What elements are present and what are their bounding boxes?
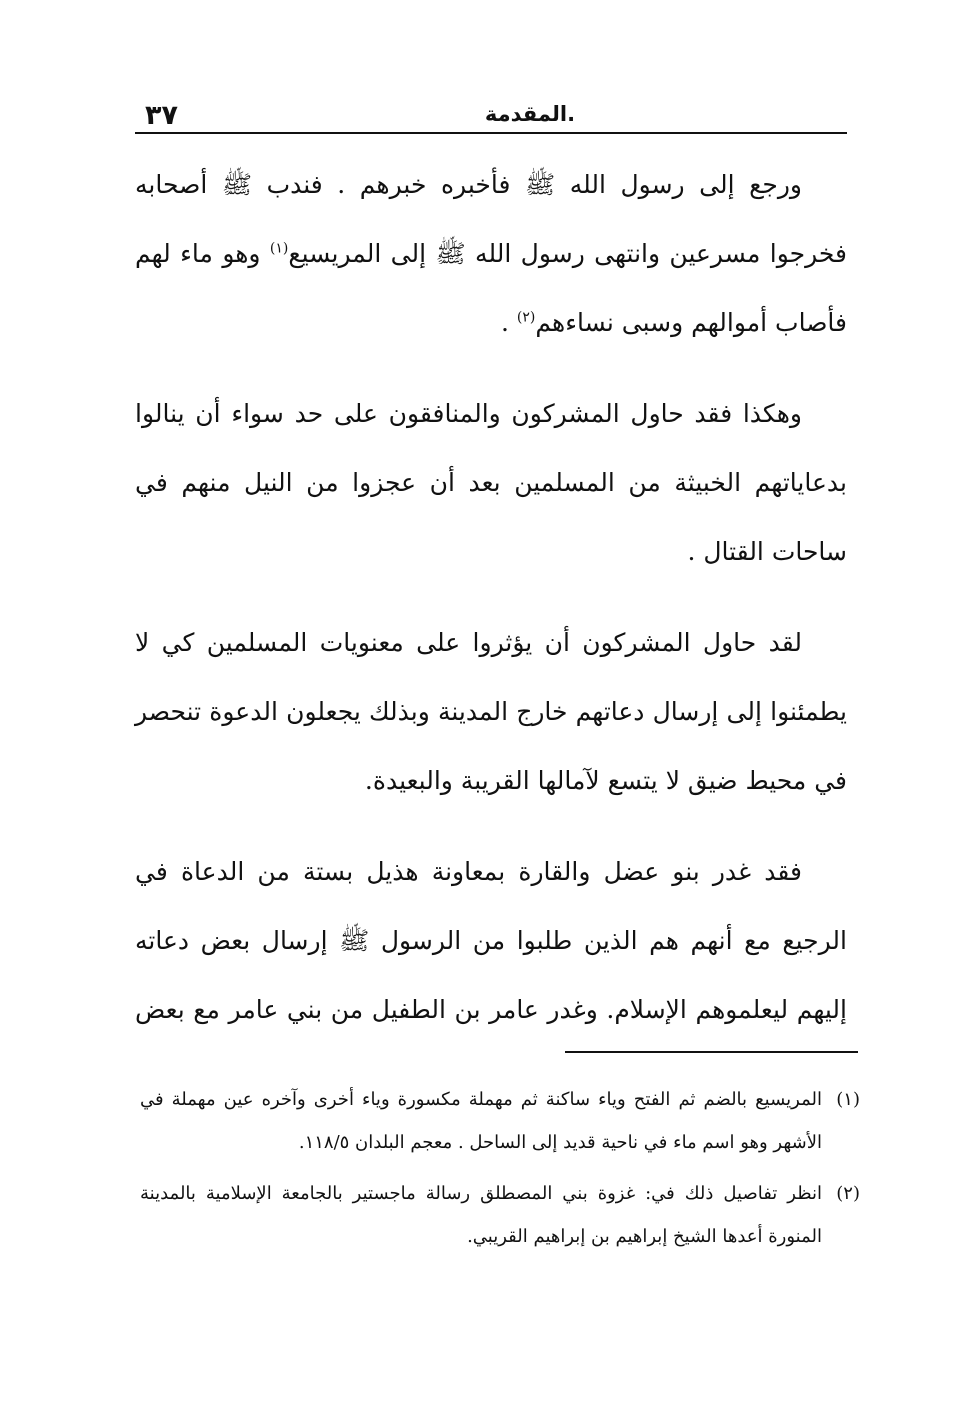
paragraph-4: فقد غدر بنو عضل والقارة بمعاونة هذيل بستة من الدعاة في الرجيع مع أنهم هم الذين طلبوا من الرسول ﷺ إرسال بعض دعاته إليهم ليعلموهم الإسلام. وغدر عامر بن الطفيل من بني عامر مع بعض	[135, 857, 847, 1024]
paragraph-2: وهكذا فقد حاول المشركون والمنافقون على حد سواء أن ينالوا بدعاياتهم الخبيثة من المسلمين بعد أن عجزوا من النيل منهم في ساحات القتال .	[135, 399, 847, 566]
page-header	[135, 98, 847, 134]
main-text	[135, 150, 847, 1066]
footnote-ref-1[interactable]: (١)	[269, 240, 289, 257]
page-number: ٣٧	[145, 100, 178, 131]
paragraph-1	[135, 150, 847, 357]
footnotes	[140, 1078, 860, 1266]
footnote-1-number: (١)	[836, 1089, 860, 1110]
footnote-1-text: المريسيع بالضم ثم الفتح وياء ساكنة ثم مهملة مكسورة وياء أخرى وآخره عين مهملة في الأشهر وهو اسم ماء في ناحية قديد إلى الساحل . معجم البلدان ١١٨/٥.	[140, 1089, 822, 1153]
footnote-2-number: (٢)	[836, 1183, 860, 1204]
paragraph-1-text-after: .	[501, 308, 517, 337]
paragraph-3: لقد حاول المشركون أن يؤثروا على معنويات المسلمين كي لا يطمئنوا إلى إرسال دعاتهم خارج المدينة وبذلك يجعلون الدعوة تنحصر في محيط ضيق لا يتسع لآمالها القريبة والبعيدة.	[135, 628, 847, 795]
footnote-separator	[565, 1051, 858, 1053]
running-title: المقدمة.	[484, 102, 576, 126]
paragraph-1-text-middle: وهو ماء لهم فأصاب أموالهم وسبى نساءهم	[135, 239, 847, 337]
paragraph-1-text-before: ورجع إلى رسول الله ﷺ فأخبره خبرهم . فندب ﷺ أصحابه فخرجوا مسرعين وانتهى رسول الله ﷺ إلى المريسيع	[135, 170, 847, 268]
footnote-1	[140, 1078, 860, 1164]
footnote-2	[140, 1172, 860, 1258]
footnote-2-text: انظر تفاصيل ذلك في: غزوة بني المصطلق رسالة ماجستير بالجامعة الإسلامية بالمدينة المنورة أعدها الشيخ إبراهيم بن إبراهيم القريبي.	[140, 1183, 822, 1247]
footnote-ref-2[interactable]: (٢)	[516, 309, 536, 326]
